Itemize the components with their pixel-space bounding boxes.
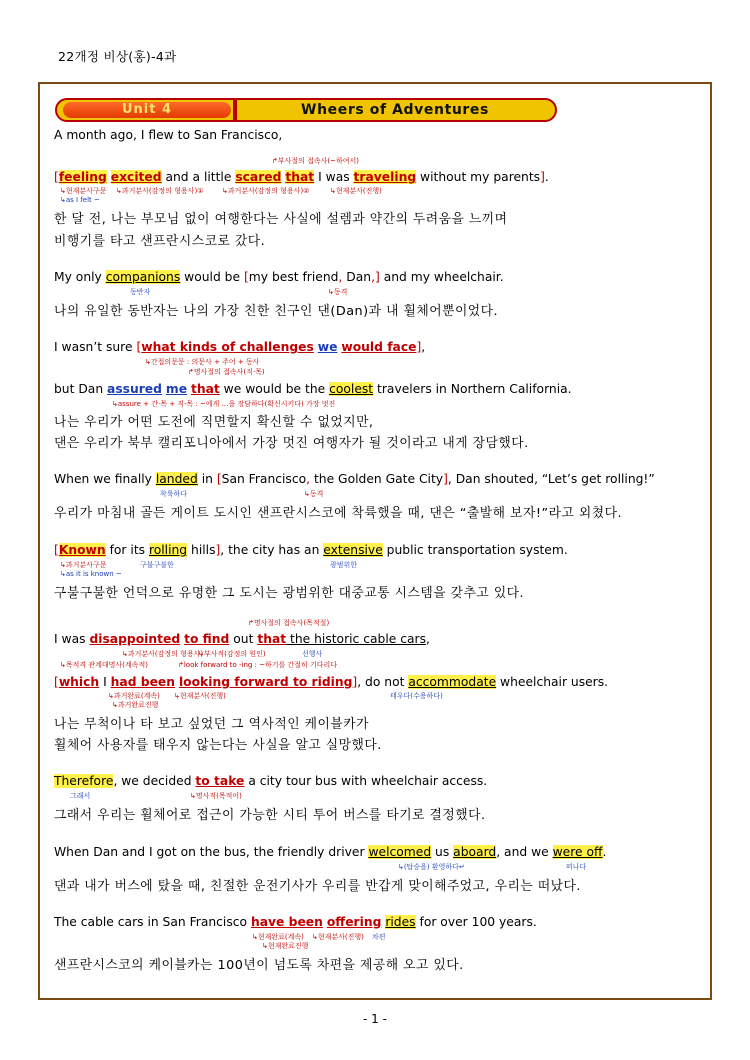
word-that: that [190,382,220,396]
note: ↳현재완료(계속) [252,933,304,941]
translation-11: 댄과 내가 버스에 탔을 때, 친절한 운전기사가 우리를 반갑게 맞이해주었고, 우리는 떠났다. [54,879,581,894]
word-accommodate: accommodate [408,675,497,689]
note: 구불구불한 [140,561,174,569]
phrase-to-find: to find [184,632,230,646]
translation-1: 한 달 전, 나는 부모님 없이 여행한다는 사실에 설렘과 약간의 두려움을 느끼며 [54,212,508,227]
document-header: 22개정 비상(홍)-4과 [58,49,177,64]
note: ↱명사절의 접속사(목적절) [248,619,330,627]
word-feeling: feeling [58,170,107,184]
note: 광범위한 [330,561,358,569]
note: 그래서 [70,792,91,800]
translation-2: 비행기를 타고 샌프란시스코로 갔다. [54,234,266,249]
note: 착륙하다 [160,490,188,498]
phrase-were-off: were off [552,845,603,859]
word-excited: excited [110,170,162,184]
note: ↳과거분사(감정의 형용사)① [116,187,204,195]
note: 태우다(수용하다) [390,692,443,700]
note: 차편 [372,933,386,941]
banner-separator [233,100,237,120]
note: ↳(탑승을) 환영하다↵ [398,863,465,871]
word-known: Known [58,543,106,557]
unit-banner [55,98,557,122]
word-offering: offering [326,915,382,929]
note: ↳assure + 간·목 + 직·목 : ~에게 …을 장담하다(확신시키다) 가장 멋진 [112,400,336,408]
translation-3: 나의 유일한 동반자는 나의 가장 친한 친구인 댄(Dan)과 내 휠체어뿐이었다. [54,304,499,319]
word-landed: landed [155,472,198,486]
word-rides: rides [385,915,416,929]
word-that: that [285,170,315,184]
translation-10: 그래서 우리는 휠체어로 접근이 가능한 시티 투어 버스를 타기로 결정했다. [54,808,486,823]
note: ↱명사절의 접속사(직·목) [188,368,265,376]
sentence-8: I was disappointed to find out that the historic cable cars, [54,632,430,646]
word-scared: scared [235,170,282,184]
phrase-had-been: had been [110,675,176,689]
word-me: me [165,382,188,396]
word-disappointed: disappointed [89,632,181,646]
sentence-5: but Dan assured me that we would be the coolest travelers in Northern California. [54,382,572,396]
unit-title: Wheers of Adventures [301,102,489,118]
word-assured: assured [107,382,162,396]
translation-8: 나는 무척이나 타 보고 싶었던 그 역사적인 케이블카가 [54,717,369,732]
note: ↱look forward to -ing : ~하기를 간절히 기다리다 [178,661,338,669]
page-number: - 1 - [363,1012,387,1026]
note: ↳과거분사(감정의 형용사) [122,650,204,658]
word-rolling: rolling [148,543,188,557]
translation-9: 휠체어 사용자를 태우지 않는다는 사실을 알고 실망했다. [54,738,382,753]
word-coolest: coolest [329,382,374,396]
note: ↱부사절의 접속사(~하여서) [272,157,360,165]
note: ↳과거분사구문 [60,561,107,569]
sentence-12: The cable cars in San Francisco have been offering rides for over 100 years. [54,915,537,929]
translation-6: 우리가 마침내 골든 게이트 도시인 샌프란시스코에 착륙했을 때, 댄은 “출발해 보자!”라고 외쳤다. [54,506,623,521]
sentence-11: When Dan and I got on the bus, the friendly driver welcomed us aboard, and we were off. [54,845,607,859]
note: ↳동격 [328,288,348,296]
word-which: which [58,675,100,689]
word-therefore: Therefore [54,774,114,788]
translation-5: 댄은 우리가 북부 캘리포니아에서 가장 멋진 여행자가 될 것이라고 내게 장담했다. [54,436,529,451]
word-we: we [317,340,338,354]
sentence-4: I wasn’t sure [what kinds of challenges we would face], [54,340,426,354]
translation-4: 나는 우리가 어떤 도전에 직면할지 확신할 수 없었지만, [54,415,374,430]
sentence-1: A month ago, I flew to San Francisco, [54,128,283,142]
sentence-6: When we finally landed in [San Francisco, the Golden Gate City], Dan shouted, “Let’s get rolling!” [54,472,655,486]
sentence-3: My only companions would be [my best friend, Dan,] and my wheelchair. [54,270,504,284]
translation-12: 샌프란시스코의 케이블카는 100년이 넘도록 차편을 제공해 오고 있다. [54,958,464,973]
phrase-what-kinds: what kinds of challenges [141,340,314,354]
note: ↳as I felt ~ [60,196,100,204]
note: ↳과거완료(계속) [108,692,160,700]
note: ↳동격 [304,490,324,498]
note: ↳현재분사구문 [60,187,107,195]
note: ↳목적격 관계대명사(계속적) [60,661,148,669]
phrase-would-face: would face [341,340,417,354]
sentence-9: [which I had been looking forward to riding], do not accommodate wheelchair users. [54,675,609,689]
note: ↳현재분사(진행) [312,933,364,941]
note: ↳현재완료진행 [262,942,309,950]
note: ↳현재분사(진행) [330,187,382,195]
word-aboard: aboard [453,845,497,859]
note: ↳현재분사(진행) [174,692,226,700]
word-welcomed: welcomed [368,845,432,859]
note: ↳명사적(목적어) [190,792,242,800]
sentence-7: [Known for its rolling hills], the city has an extensive public transportation system. [54,543,568,557]
word-that: that [257,632,287,646]
phrase-to-take: to take [195,774,245,788]
phrase-looking-forward: looking forward to riding [178,675,353,689]
word-extensive: extensive [323,543,383,557]
note: ↳부사적(감정의 원인) [198,650,266,658]
sentence-10: Therefore, we decided to take a city tour bus with wheelchair access. [54,774,488,788]
phrase-have-been: have been [250,915,323,929]
unit-label: Unit 4 [63,102,231,118]
sentence-2: [feeling excited and a little scared that I was traveling without my parents]. [54,170,549,184]
word-companions: companions [105,270,181,284]
note: ↳간접의문문 : 의문사 + 주어 + 동사 [145,358,260,366]
note: ↳as it is known ~ [60,570,122,578]
note: 떠나다 [566,863,587,871]
note: ↳과거완료진행 [112,701,159,709]
note: ↳과거분사(감정의 형용사)② [222,187,310,195]
word-traveling: traveling [353,170,417,184]
translation-7: 구불구불한 언덕으로 유명한 그 도시는 광범위한 대중교통 시스템을 갖추고 있다. [54,586,525,601]
note: 선행사 [302,650,323,658]
note: 동반자 [130,288,151,296]
